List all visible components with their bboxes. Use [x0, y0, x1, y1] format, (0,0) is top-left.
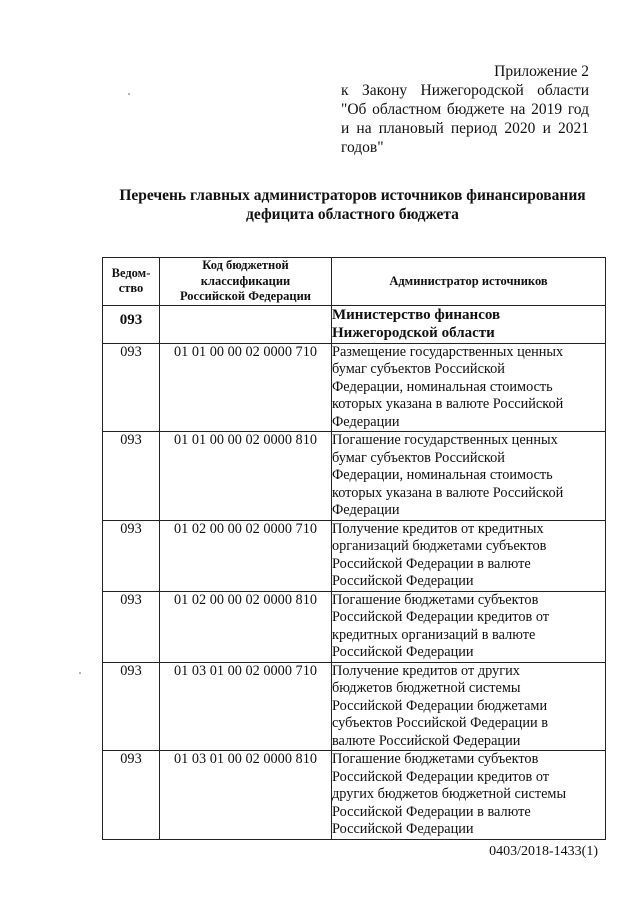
- header-code: Код бюджетной классификации Российской Федерации: [160, 258, 332, 306]
- table-header-row: [103, 258, 606, 306]
- dept-code-cell: 093: [103, 662, 160, 751]
- dept-code-cell: 093: [103, 591, 160, 662]
- appendix-header: [341, 62, 589, 157]
- scan-speck: [128, 93, 130, 95]
- table-row: [103, 305, 606, 343]
- appendix-law-end-line: годов": [341, 139, 384, 156]
- administrators-table: [102, 257, 606, 840]
- document-registration-code: 0403/2018-1433(1): [489, 844, 598, 859]
- budget-code-cell: 01 01 00 00 02 0000 810: [160, 432, 332, 521]
- document-title: [80, 186, 625, 224]
- document-title-line-2: дефицита областного бюджета: [246, 206, 459, 223]
- administrator-cell: Получение кредитов от других бюджетов бюджетной системы Российской Федерации бюджетами субъектов Российской Федерации в валюте Российской Федерации: [332, 662, 606, 751]
- administrator-cell: Погашение бюджетами субъектов Российской Федерации кредитов от кредитных организаций в валюте Российской Федерации: [332, 591, 606, 662]
- document-title-line-1: Перечень главных администраторов источников финансирования: [119, 187, 586, 204]
- appendix-number: Приложение 2: [494, 63, 589, 80]
- administrator-cell: Министерство финансов Нижегородской области: [332, 305, 606, 343]
- appendix-law-line: к Закону Нижегородской области: [341, 82, 589, 99]
- appendix-law-title-line: "Об областном бюджете на 2019 год: [341, 101, 589, 118]
- table-row: [103, 432, 606, 521]
- scan-speck: [79, 672, 81, 674]
- table-row: [103, 343, 606, 432]
- budget-code-cell: 01 03 01 00 02 0000 810: [160, 751, 332, 840]
- dept-code-cell: 093: [103, 520, 160, 591]
- administrator-cell: Погашение бюджетами субъектов Российской Федерации кредитов от других бюджетов бюджетной системы Российской Федерации в валюте Российской Федерации: [332, 751, 606, 840]
- dept-code-cell: 093: [103, 305, 160, 343]
- administrator-cell: Погашение государственных ценных бумаг субъектов Российской Федерации, номинальная стоимость которых указана в валюте Российской Федерации: [332, 432, 606, 521]
- budget-code-cell: [160, 305, 332, 343]
- header-dept: Ведом- ство: [103, 258, 160, 306]
- administrator-cell: Получение кредитов от кредитных организаций бюджетами субъектов Российской Федерации в валюте Российской Федерации: [332, 520, 606, 591]
- dept-code-cell: 093: [103, 432, 160, 521]
- budget-code-cell: 01 03 01 00 02 0000 710: [160, 662, 332, 751]
- table-row: [103, 751, 606, 840]
- budget-code-cell: 01 01 00 00 02 0000 710: [160, 343, 332, 432]
- budget-code-cell: 01 02 00 00 02 0000 810: [160, 591, 332, 662]
- appendix-law-period-line: и на плановый период 2020 и 2021: [341, 120, 589, 137]
- dept-code-cell: 093: [103, 343, 160, 432]
- table-row: [103, 591, 606, 662]
- dept-code-cell: 093: [103, 751, 160, 840]
- header-admin: Администратор источников: [332, 258, 606, 306]
- table-row: [103, 662, 606, 751]
- table-row: [103, 520, 606, 591]
- administrator-cell: Размещение государственных ценных бумаг субъектов Российской Федерации, номинальная стоимость которых указана в валюте Российской Федерации: [332, 343, 606, 432]
- budget-code-cell: 01 02 00 00 02 0000 710: [160, 520, 332, 591]
